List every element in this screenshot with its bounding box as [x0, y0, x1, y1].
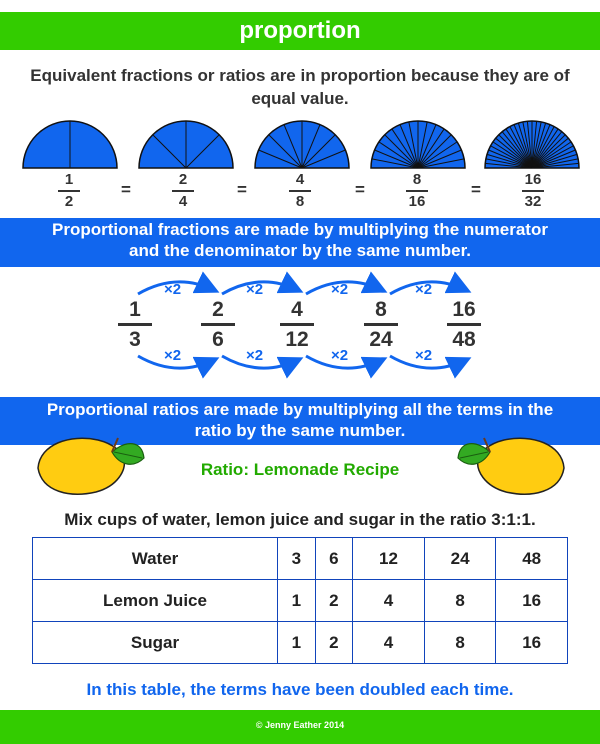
table-cell: 2 [315, 580, 353, 622]
times-two-label: ×2 [415, 347, 433, 364]
lemonade-table [32, 537, 568, 664]
table-cell: 6 [315, 538, 353, 580]
table-note: In this table, the terms have been doubled each time. [86, 680, 514, 699]
times-two-label: ×2 [415, 281, 433, 298]
fractions-rule-text: Proportional fractions are made by multiplying the numerator and the denominator by the same number. [52, 220, 548, 260]
equals-sign: = [355, 180, 365, 199]
ratio-label: Ratio: Lemonade Recipe [200, 460, 400, 479]
fraction-bar [447, 323, 481, 326]
table-cell: 1 [278, 622, 316, 664]
fraction-bar [522, 190, 544, 192]
semicircle-diagrams [0, 118, 600, 173]
equals-sign: = [237, 180, 247, 199]
row-label: Sugar [33, 622, 278, 664]
fractions-rule-band [0, 218, 600, 267]
equiv-fraction-4 [397, 172, 437, 210]
semicircle-2 [139, 121, 233, 168]
table-row [33, 538, 568, 580]
fraction-bar [280, 323, 314, 326]
times-two-label: ×2 [164, 281, 182, 298]
equiv-fraction-3 [280, 172, 320, 210]
table-cell: 16 [496, 622, 568, 664]
table-cell: 24 [424, 538, 496, 580]
copyright: © Jenny Eather 2014 [255, 720, 345, 730]
lemon-icon [478, 438, 564, 494]
table-cell: 4 [353, 622, 425, 664]
fraction-bar [118, 323, 152, 326]
denominator: 16 [408, 193, 426, 210]
prop-fraction-4 [356, 299, 406, 351]
semicircle-5 [485, 121, 579, 168]
table-cell: 16 [496, 580, 568, 622]
fraction-bar [406, 190, 428, 192]
row-label: Water [33, 538, 278, 580]
denominator: 12 [285, 328, 309, 351]
times-two-label: ×2 [164, 347, 182, 364]
equiv-fraction-5 [513, 172, 553, 210]
equiv-fraction-2 [163, 172, 203, 210]
prop-fraction-2 [193, 299, 243, 351]
row-label: Lemon Juice [33, 580, 278, 622]
lemon-icon [38, 438, 124, 494]
numerator: 1 [129, 298, 141, 321]
fraction-bar [58, 190, 80, 192]
table-cell: 48 [496, 538, 568, 580]
numerator: 16 [524, 171, 542, 188]
times-two-label: ×2 [331, 347, 349, 364]
equals-sign: = [121, 180, 131, 199]
numerator: 8 [375, 298, 387, 321]
ratios-rule-text: Proportional ratios are made by multiplying all the terms in the ratio by the same number. [46, 400, 554, 440]
table-cell: 8 [424, 622, 496, 664]
fraction-bar [289, 190, 311, 192]
footer-bar [0, 710, 600, 744]
denominator: 24 [369, 328, 393, 351]
numerator: 2 [178, 171, 188, 188]
semicircle-3 [255, 121, 349, 168]
page-title: proportion [239, 17, 361, 44]
lemon-right [452, 428, 572, 500]
fraction-bar [364, 323, 398, 326]
times-two-label: ×2 [246, 281, 264, 298]
table-row [33, 580, 568, 622]
denominator: 8 [295, 193, 305, 210]
equiv-fraction-1 [49, 172, 89, 210]
times-two-label: ×2 [246, 347, 264, 364]
denominator: 3 [129, 328, 141, 351]
numerator: 16 [452, 298, 476, 321]
prop-fraction-5 [439, 299, 489, 351]
table-cell: 12 [353, 538, 425, 580]
fraction-bar [172, 190, 194, 192]
table-cell: 4 [353, 580, 425, 622]
denominator: 4 [178, 193, 188, 210]
numerator: 2 [212, 298, 224, 321]
numerator: 4 [295, 171, 305, 188]
numerator: 4 [291, 298, 303, 321]
denominator: 32 [524, 193, 542, 210]
table-cell: 1 [278, 580, 316, 622]
numerator: 8 [412, 171, 422, 188]
numerator: 1 [64, 171, 74, 188]
lemon-left [30, 428, 150, 500]
fraction-bar [201, 323, 235, 326]
times-two-label: ×2 [331, 281, 349, 298]
table-cell: 3 [278, 538, 316, 580]
denominator: 6 [212, 328, 224, 351]
denominator: 48 [452, 328, 476, 351]
title-bar [0, 12, 600, 50]
prop-fraction-1 [110, 299, 160, 351]
equals-sign: = [471, 180, 481, 199]
prop-fraction-3 [272, 299, 322, 351]
denominator: 2 [64, 193, 74, 210]
table-cell: 2 [315, 622, 353, 664]
mix-instruction: Mix cups of water, lemon juice and sugar in the ratio 3:1:1. [64, 510, 536, 529]
table-row [33, 622, 568, 664]
semicircle-1 [23, 121, 117, 168]
intro-text: Equivalent fractions or ratios are in proportion because they are of equal value. [30, 66, 570, 108]
table-cell: 8 [424, 580, 496, 622]
semicircle-4 [371, 121, 465, 168]
